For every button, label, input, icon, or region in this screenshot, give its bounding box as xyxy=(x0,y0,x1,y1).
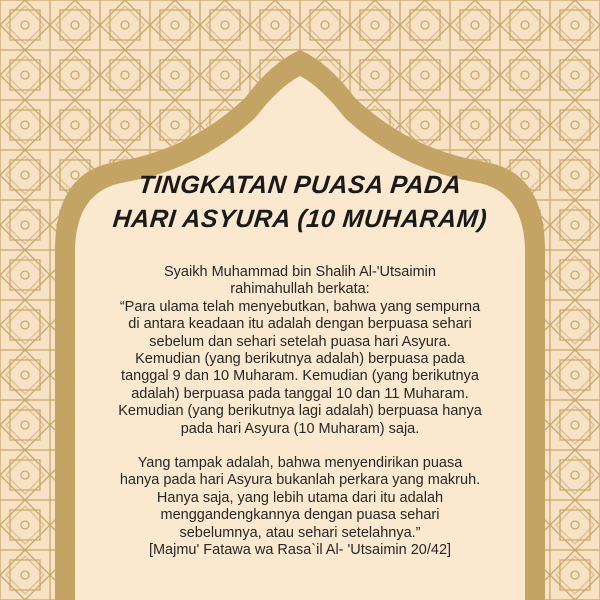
quote-body xyxy=(78,264,522,560)
text-line: di antara keadaan itu adalah dengan berpuasa sehari xyxy=(128,316,472,333)
text-line: Syaikh Muhammad bin Shalih Al-'Utsaimin xyxy=(164,264,436,280)
text-line: pada hari Asyura (10 Muharam) saja. xyxy=(180,420,420,437)
title-line-2: HARI ASYURA (10 MUHARAM) xyxy=(111,205,489,233)
text-line: Yang tampak adalah, bahwa menyendirikan puasa xyxy=(137,455,463,472)
text-line: sebelum dan sehari setelah puasa hari Asyura. xyxy=(149,333,451,350)
paragraph-gap xyxy=(78,438,522,455)
text-line: menggandengkannya dengan puasa sehari xyxy=(160,507,440,524)
text-line: hanya pada hari Asyura bukanlah perkara yang makruh. xyxy=(119,472,481,489)
text-line: Kemudian (yang berikutnya adalah) berpuasa pada xyxy=(135,351,465,368)
text-line: Kemudian (yang berikutnya lagi adalah) berpuasa hanya xyxy=(118,403,482,420)
page-title xyxy=(100,168,500,236)
text-line: tanggal 9 dan 10 Muharam. Kemudian (yang berikutnya xyxy=(121,368,479,385)
text-line: “Para ulama telah menyebutkan, bahwa yang sempurna xyxy=(119,298,481,315)
text-line: rahimahullah berkata: xyxy=(230,281,370,298)
citation: [Majmu' Fatawa wa Rasa`il Al- 'Utsaimin 20/42] xyxy=(148,542,452,559)
title-line-1: TINGKATAN PUASA PADA xyxy=(137,171,463,199)
text-line: adalah) berpuasa pada tanggal 10 dan 11 Muharam. xyxy=(131,385,469,402)
text-line: sebelumnya, atau sehari setelahnya.” xyxy=(179,524,421,541)
text-line: Hanya saja, yang lebih utama dari itu adalah xyxy=(156,489,444,506)
